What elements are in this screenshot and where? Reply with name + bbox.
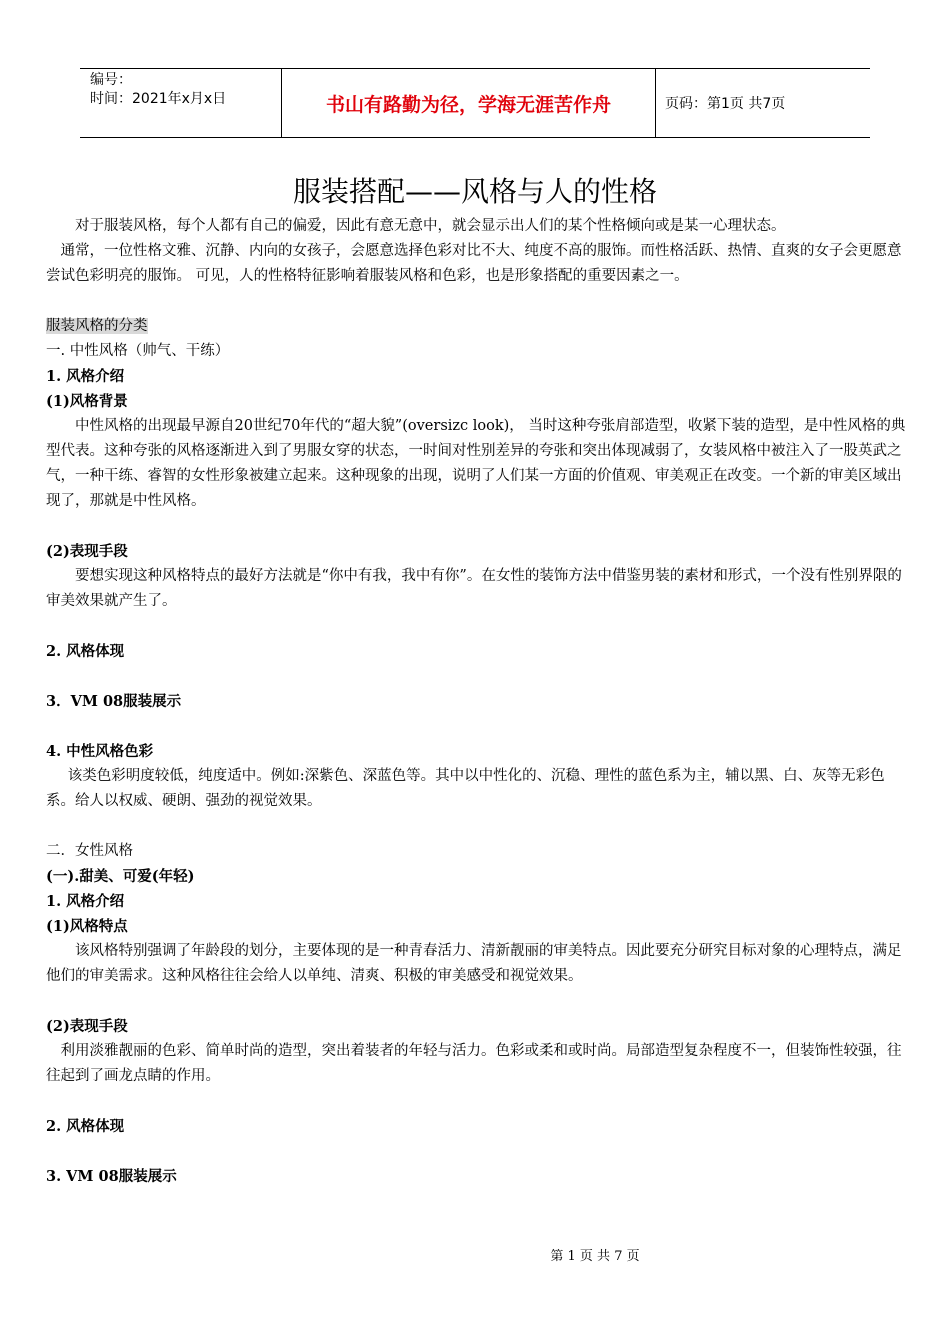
section-2-1-2: (2)表现手段 bbox=[46, 1018, 128, 1035]
page-footer: 第 1 页 共 7 页 bbox=[550, 1249, 640, 1264]
section-1-4-text: 该类色彩明度较低，纯度适中。例如:深紫色、深蓝色等。其中以中性化的、沉稳、理性的蓝色系为主，辅以黑、白、灰等无彩色系。给人以权威、硬朗、强劲的视觉效果。 bbox=[46, 768, 885, 809]
section-1-title: 一. 中性风格（帅气、干练） bbox=[46, 343, 230, 359]
time-label: 时间：2021年x月x日 bbox=[90, 91, 227, 107]
section-1-4: 4. 中性风格色彩 bbox=[46, 743, 154, 760]
section-2-1-1: (1)风格特点 bbox=[46, 918, 128, 935]
header-meta bbox=[80, 69, 280, 137]
section-1-1-2: (2)表现手段 bbox=[46, 543, 128, 560]
intro-paragraph-2: 通常，一位性格文雅、沉静、内向的女孩子，会愿意选择色彩对比不大、纯度不高的服饰。而性格活跃、热情、直爽的女子会更愿意尝试色彩明亮的服饰。 可见，人的性格特征影响着服装风格和色彩，也是形象搭配的重要因素之一。 bbox=[46, 243, 902, 284]
section-1-1-1-text: 中性风格的出现最早源自20世纪70年代的“超大貌”(oversizc look)， 当时这种夸张肩部造型，收紧下装的造型，是中性风格的典型代表。这种夸张的风格逐渐进入到了男服女穿的状态，一时间对性别差异的夸张和突出体现减弱了，女装风格中被注入了一股英武之气，一种干练、睿智的女性形象被建立起来。这种现象的出现，说明了人们某一方面的价值观、审美观正在改变。一个新的审美区域出现了，那就是中性风格。 bbox=[46, 418, 906, 509]
section-1-1-1: (1)风格背景 bbox=[46, 393, 128, 410]
section-2-title: 二．女性风格 bbox=[46, 843, 133, 859]
page-header bbox=[80, 68, 870, 138]
section-1-3: 3．VM 08服装展示 bbox=[46, 693, 182, 710]
section-1-1-2-text: 要想实现这种风格特点的最好方法就是“你中有我，我中有你”。在女性的装饰方法中借鉴男装的素材和形式，一个没有性别界限的审美效果就产生了。 bbox=[46, 568, 902, 609]
section-2-2: 2. 风格体现 bbox=[46, 1118, 125, 1135]
page-title: 服装搭配——风格与人的性格 bbox=[292, 175, 657, 208]
intro-paragraph-1: 对于服装风格，每个人都有自己的偏爱，因此有意无意中，就会显示出人们的某个性格倾向或是某一心理状态。 bbox=[75, 218, 786, 234]
classification-heading: 服装风格的分类 bbox=[46, 318, 148, 334]
section-2-3: 3. VM 08服装展示 bbox=[46, 1168, 177, 1185]
number-label: 编号： bbox=[90, 72, 132, 88]
section-2-1: 1. 风格介绍 bbox=[46, 893, 125, 910]
section-1-1: 1. 风格介绍 bbox=[46, 368, 125, 385]
header-motto: 书山有路勤为径，学海无涯苦作舟 bbox=[281, 69, 656, 137]
section-2-1-1-text: 该风格特别强调了年龄段的划分，主要体现的是一种青春活力、清新靓丽的审美特点。因此要充分研究目标对象的心理特点，满足他们的审美需求。这种风格往往会给人以单纯、清爽、积极的审美感受和视觉效果。 bbox=[46, 943, 902, 984]
section-2-a: (一).甜美、可爱(年轻) bbox=[46, 868, 195, 885]
section-1-2: 2. 风格体现 bbox=[46, 643, 125, 660]
section-2-1-2-text: 利用淡雅靓丽的色彩、简单时尚的造型，突出着装者的年轻与活力。色彩或柔和或时尚。局部造型复杂程度不一，但装饰性较强，往往起到了画龙点睛的作用。 bbox=[46, 1043, 902, 1084]
document-body bbox=[46, 214, 906, 1189]
header-page-label: 页码：第1页 共7页 bbox=[665, 96, 786, 112]
